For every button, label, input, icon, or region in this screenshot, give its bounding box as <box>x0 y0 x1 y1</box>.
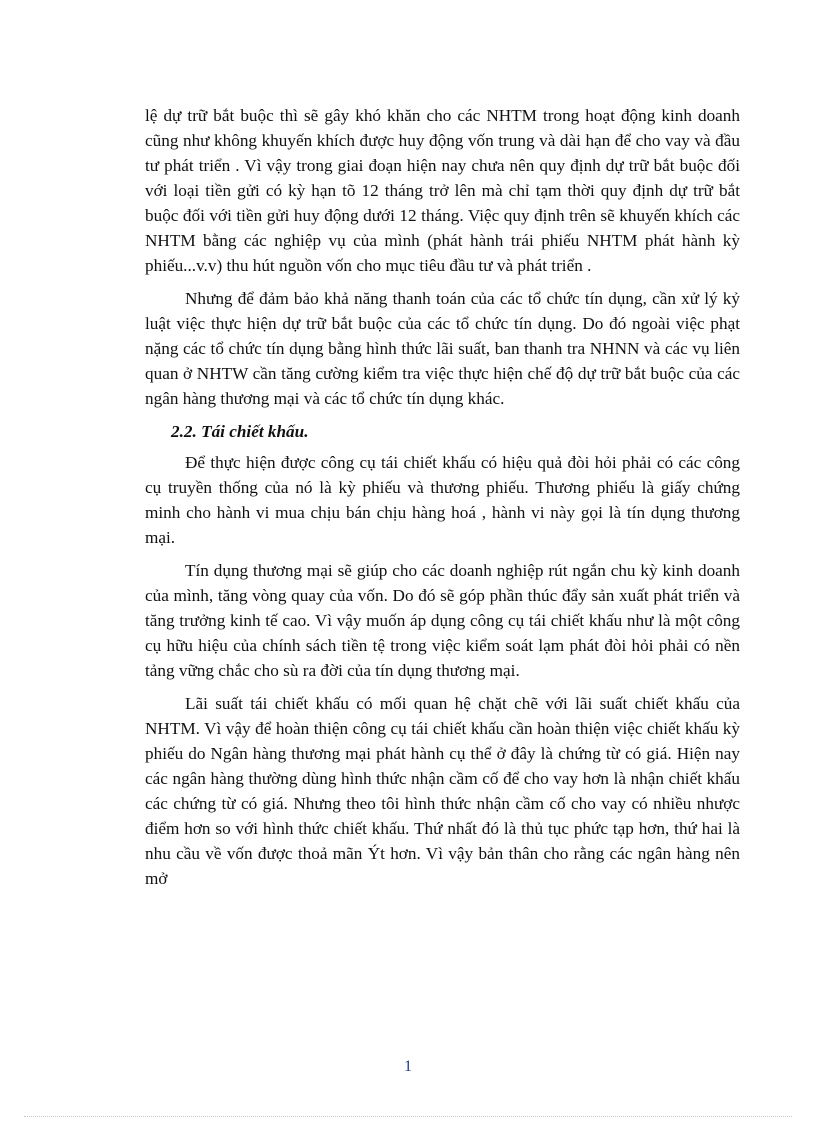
body-paragraph: Để thực hiện được công cụ tái chiết khấu có hiệu quả đòi hỏi phải có các công cụ truyền thống của nó là kỳ phiếu và thương phiếu. Thương phiếu là giấy chứng minh cho hành vi mua chịu bán chịu hàng hoá , hành vi này gọi là tín dụng thương mại. <box>145 453 740 547</box>
body-paragraph: lệ dự trữ bắt buộc thì sẽ gây khó khăn cho các NHTM trong hoạt động kinh doanh cũng như không khuyến khích được huy động vốn trung và dài hạn để cho vay và đầu tư phát triển . Vì vậy trong giai đoạn hiện nay chưa nên quy định dự trữ bắt buộc đối với loại tiền gửi có kỳ hạn tõ 12 tháng trở lên mà chỉ tạm thời quy định dự trữ bắt buộc đối với tiền gửi huy động dưới 12 tháng. Việc quy định trên sẽ khuyến khích các NHTM bằng các nghiệp vụ của mình (phát hành trái phiếu NHTM phát hành kỳ phiếu...v.v) thu hút nguồn vốn cho mục tiêu đầu tư và phát triển . <box>145 106 740 275</box>
page-body <box>145 103 740 899</box>
body-paragraph: Nhưng để đảm bảo khả năng thanh toán của các tổ chức tín dụng, cần xử lý kỷ luật việc thực hiện dự trữ bắt buộc của các tổ chức tín dụng. Do đó ngoài việc phạt nặng các tổ chức tín dụng bằng hình thức lãi suất, ban thanh tra NHNN và các vụ liên quan ở NHTW cần tăng cường kiểm tra việc thực hiện chế độ dự trữ bắt buộc của các ngân hàng thương mại và các tổ chức tín dụng khác. <box>145 289 740 408</box>
body-paragraph: Tín dụng thương mại sẽ giúp cho các doanh nghiệp rút ngắn chu kỳ kinh doanh của mình, tăng vòng quay của vốn. Do đó sẽ góp phần thúc đẩy sản xuất phát triển và tăng trưởng kinh tế cao. Vì vậy muốn áp dụng công cụ tái chiết khấu như là một công cụ hữu hiệu của chính sách tiền tệ trong việc kiểm soát lạm phát đòi hỏi phải có nền tảng vững chắc cho sù ra đời của tín dụng thương mại. <box>145 561 740 680</box>
section-heading: 2.2. Tái chiết khấu. <box>171 422 309 441</box>
body-paragraph: Lãi suất tái chiết khấu có mối quan hệ chặt chẽ với lãi suất chiết khấu của NHTM. Vì vậy để hoàn thiện công cụ tái chiết khấu cần hoàn thiện việc chiết khấu kỳ phiếu do Ngân hàng thương mại phát hành cụ thể ở đây là chứng từ có giá. Hiện nay các ngân hàng thường dùng hình thức nhận cầm cố để cho vay hơn là nhận chiết khấu các chứng từ có giá. Nhưng theo tôi hình thức nhận cầm cố cho vay có nhiều nhược điểm hơn so với hình thức chiết khấu. Thứ nhất đó là thủ tục phức tạp hơn, thứ hai là nhu cầu về vốn được thoả mãn Ýt hơn. Vì vậy bản thân cho rằng các ngân hàng nên mở <box>145 694 740 888</box>
page-number: 1 <box>404 1058 412 1075</box>
footer-divider <box>24 1116 792 1117</box>
